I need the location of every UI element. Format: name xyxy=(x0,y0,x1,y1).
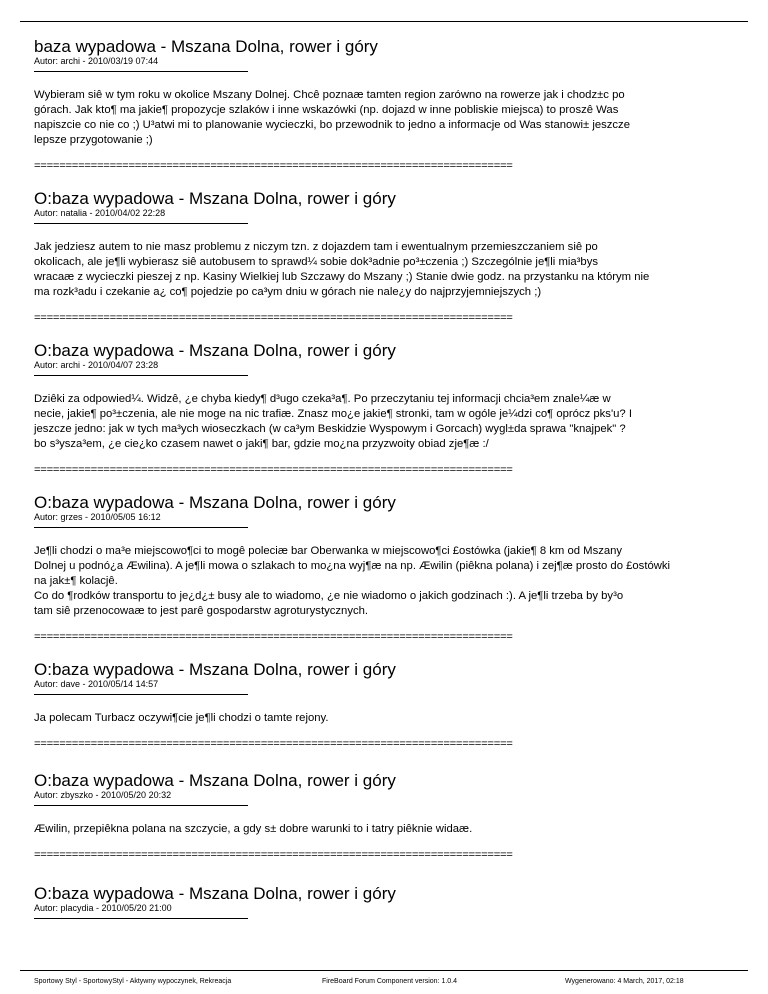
post-1 xyxy=(34,37,754,174)
post-3 xyxy=(34,341,754,478)
footer-rule xyxy=(20,970,748,971)
author-rule xyxy=(34,694,248,695)
post-title: O:baza wypadowa - Mszana Dolna, rower i góry xyxy=(34,341,396,360)
post-separator: ============================================================================ xyxy=(34,312,513,324)
top-rule xyxy=(20,21,748,22)
post-author: Autor: grzes - 2010/05/05 16:12 xyxy=(34,512,161,522)
post-7 xyxy=(34,884,754,919)
post-author: Autor: archi - 2010/03/19 07:44 xyxy=(34,56,159,66)
post-separator: ============================================================================ xyxy=(34,160,513,172)
post-5 xyxy=(34,660,754,752)
post-title: O:baza wypadowa - Mszana Dolna, rower i góry xyxy=(34,189,396,208)
footer-generated-date: Wygenerowano: 4 March, 2017, 02:18 xyxy=(565,978,684,985)
post-author: Autor: placydia - 2010/05/20 21:00 xyxy=(34,903,172,913)
footer-component-version: FireBoard Forum Component version: 1.0.4 xyxy=(322,978,458,985)
post-author: Autor: natalia - 2010/04/02 22:28 xyxy=(34,208,166,218)
author-rule xyxy=(34,71,248,72)
footer-site-name: Sportowy Styl - SportowyStyl - Aktywny wypoczynek, Rekreacja xyxy=(34,978,232,985)
post-author: Autor: archi - 2010/04/07 23:28 xyxy=(34,360,159,370)
post-body: Ja polecam Turbacz oczywi¶cie je¶li chodzi o tamte rejony. xyxy=(34,712,329,724)
post-author: Autor: dave - 2010/05/14 14:57 xyxy=(34,679,159,689)
post-body: Dziêki za odpowied¼. Widzê, ¿e chyba kiedy¶ d³ugo czeka³a¶. Po przeczytaniu tej informacji chcia³em znale¼æ w necie, jakie¶ po³±czenia, ale nie moge na nic trafiæ. Znasz mo¿e jakie¶ stronki, tam w ogóle je¼dzi co¶ oprócz pks'u? I jeszcze jedno: jak w tych ma³ych wioseczkach (w ca³ym Beskidzie Wyspowym i Gorcach) wygl±da sprawa "knajpek" ? bo s³ysza³em, ¿e cie¿ko czasem nawet o jaki¶ bar, gdzie mo¿na przyzwoity obiad zje¶æ :/ xyxy=(34,393,632,450)
post-title: O:baza wypadowa - Mszana Dolna, rower i góry xyxy=(34,771,396,790)
post-author: Autor: zbyszko - 2010/05/20 20:32 xyxy=(34,790,172,800)
author-rule xyxy=(34,527,248,528)
post-separator: ============================================================================ xyxy=(34,464,513,476)
post-title: O:baza wypadowa - Mszana Dolna, rower i góry xyxy=(34,660,396,679)
post-title: O:baza wypadowa - Mszana Dolna, rower i góry xyxy=(34,884,396,903)
post-2 xyxy=(34,189,754,326)
post-separator: ============================================================================ xyxy=(34,849,513,861)
post-body: Æwilin, przepiêkna polana na szczycie, a gdy s± dobre warunki to i tatry piêknie widaæ. xyxy=(34,823,473,835)
author-rule xyxy=(34,223,248,224)
post-body: Je¶li chodzi o ma³e miejscowo¶ci to mogê poleciæ bar Oberwanka w miejscowo¶ci £ostówka (jakie¶ 8 km od Mszany Dolnej u podnó¿a Æwilina). A je¶li mowa o szlakach to mo¿na wyj¶æ na np. Æwilin (piêkna polana) i zej¶æ prosto do £ostówki na jak±¶ kolacjê. Co do ¶rodków transportu to je¿d¿± busy ale to wiadomo, ¿e nie wiadomo o jakich godzinach :). A je¶li trzeba by by³o tam siê przenocowaæ to jest parê gospodarstw agroturystycznych. xyxy=(34,545,671,617)
post-separator: ============================================================================ xyxy=(34,631,513,643)
post-title: baza wypadowa - Mszana Dolna, rower i góry xyxy=(34,37,378,56)
author-rule xyxy=(34,918,248,919)
author-rule xyxy=(34,375,248,376)
post-separator: ============================================================================ xyxy=(34,738,513,750)
post-4 xyxy=(34,493,754,645)
post-title: O:baza wypadowa - Mszana Dolna, rower i góry xyxy=(34,493,396,512)
post-body: Wybieram siê w tym roku w okolice Mszany Dolnej. Chcê poznaæ tamten region zarówno na rowerze jak i chodz±c po górach. Jak kto¶ ma jakie¶ propozycje szlaków i inne wskazówki (np. dojazd w inne pobliskie miejsca) to proszê Was napiszcie co nie co ;) U³atwi mi to planowanie wycieczki, bo przewodnik to jedno a informacje od Was stanowi± jeszcze lepsze przygotowanie ;) xyxy=(34,89,630,146)
author-rule xyxy=(34,805,248,806)
post-body: Jak jedziesz autem to nie masz problemu z niczym tzn. z dojazdem tam i ewentualnym przemieszczaniem siê po okolicach, ale je¶li wybierasz siê autobusem to sprawd¼ sobie dok³adnie po³±czenia ;) Szczególnie je¶li mia³bys wracaæ z wycieczki pieszej z np. Kasiny Wielkiej lub Szczawy do Mszany ;) Stanie dwie godz. na przystanku na którym nie ma rozk³adu i czekanie a¿ co¶ pojedzie po ca³ym dniu w górach nie nale¿y do najprzyjemniejszych ;) xyxy=(34,241,650,298)
post-6 xyxy=(34,771,754,863)
